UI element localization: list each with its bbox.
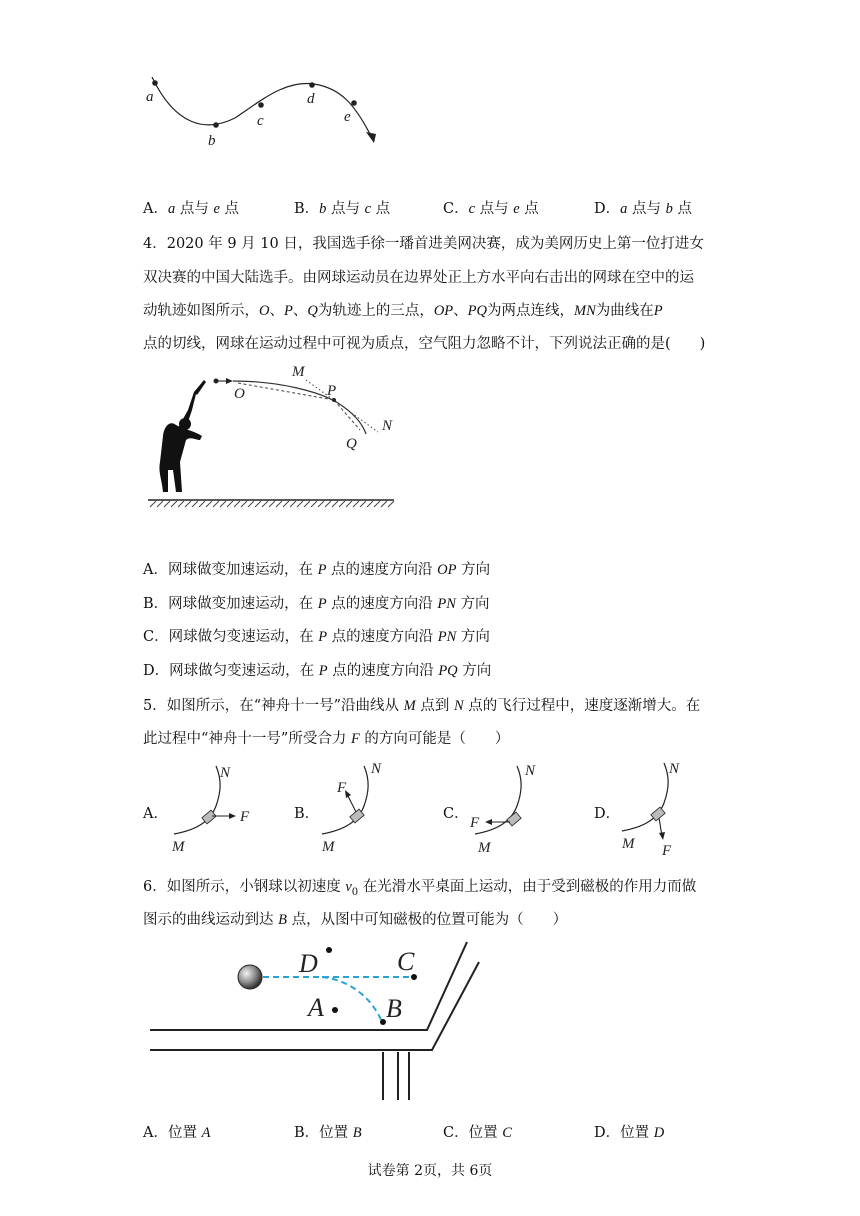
q6-label-C: C: [397, 947, 415, 976]
q4-text-line2: 双决赛的中国大陆选手。由网球运动员在边界处正上方水平向右击出的网球在空中的运: [143, 270, 694, 286]
q6-option-c: C．位置 C: [443, 1125, 512, 1141]
q5-text-line1: 5．如图所示，在“神舟十一号”沿曲线从 M 点到 N 点的飞行过程中，速度逐渐增大。在: [143, 698, 701, 714]
q5-option-c-label: C．: [443, 806, 469, 822]
q4-label-O: O: [234, 386, 245, 402]
q6-label-B: B: [386, 994, 402, 1023]
q6-steel-ball: [238, 965, 262, 989]
q6-curved-path: [322, 977, 382, 1022]
svg-text:F: F: [470, 815, 480, 831]
q4-label-M: M: [292, 364, 305, 380]
q3-label-e: e: [344, 109, 351, 125]
q3-option-b: B．b 点与 c 点: [294, 201, 391, 217]
q3-option-d: D．a 点与 b 点: [594, 201, 692, 217]
q4-option-d: D．网球做匀变速运动，在 P 点的速度方向沿 PQ 方向: [143, 663, 492, 679]
svg-text:N: N: [669, 761, 680, 777]
q5-option-a-label: A．: [143, 806, 168, 822]
q6-point-A: [332, 1007, 338, 1013]
q4-label-N: N: [382, 418, 393, 434]
q4-option-b: B．网球做变加速运动，在 P 点的速度方向沿 PN 方向: [143, 596, 490, 612]
svg-text:F: F: [240, 809, 250, 825]
q6-point-D: [326, 947, 332, 953]
svg-text:N: N: [371, 761, 382, 777]
svg-text:N: N: [220, 765, 231, 781]
svg-text:M: M: [622, 836, 635, 852]
q3-option-c: C．c 点与 e 点: [443, 201, 539, 217]
svg-text:M: M: [172, 839, 185, 855]
svg-text:N: N: [525, 763, 536, 779]
q4-text-line3: 动轨迹如图所示，O、P、Q为轨迹上的三点，OP、PQ为两点连线，MN为曲线在P: [143, 303, 663, 319]
q5-option-d-label: D．: [594, 806, 621, 822]
q6-text-line2: 图示的曲线运动到达 B 点，从图中可知磁极的位置可能为（ ）: [143, 912, 568, 928]
q4-text-line4: 点的切线，网球在运动过程中可视为质点，空气阻力忽略不计，下列说法正确的是( ): [143, 336, 706, 352]
q6-text-line1: 6．如图所示，小钢球以初速度 $v_0$ 在光滑水平桌面上运动，由于受到磁极的作用力而做: [143, 879, 697, 898]
svg-text:M: M: [322, 839, 335, 855]
svg-text:F: F: [337, 780, 347, 796]
q3-label-c: c: [257, 113, 264, 129]
q3-label-b: b: [208, 133, 216, 149]
page-footer: 试卷第 2页，共 6页: [367, 1163, 493, 1179]
q3-label-d: d: [307, 91, 315, 107]
q6-option-b: B．位置 B: [294, 1125, 362, 1141]
svg-text:F: F: [662, 843, 672, 859]
q5-text-line2: 此过程中“神舟十一号”所受合力 F 的方向可能是（ ）: [143, 731, 510, 747]
q4-option-a: A．网球做变加速运动，在 P 点的速度方向沿 OP 方向: [143, 562, 491, 578]
q5-option-b-label: B．: [294, 806, 320, 822]
q3-option-a: A．a 点与 e 点: [143, 201, 239, 217]
q6-option-d: D．位置 D: [594, 1125, 665, 1141]
q4-option-c: C．网球做匀变速运动，在 P 点的速度方向沿 PN 方向: [143, 629, 490, 645]
q6-label-D: D: [299, 949, 318, 978]
q4-label-Q: Q: [346, 436, 357, 452]
q3-label-a: a: [146, 89, 154, 105]
q4-text-line1: 4．2020 年 9 月 10 日，我国选手徐一璠首进美网决赛，成为美网历史上第一位打进女: [143, 236, 704, 252]
q6-option-a: A．位置 A: [143, 1125, 211, 1141]
q6-label-A: A: [308, 993, 324, 1022]
svg-text:M: M: [478, 840, 491, 856]
q4-label-P: P: [327, 383, 337, 399]
